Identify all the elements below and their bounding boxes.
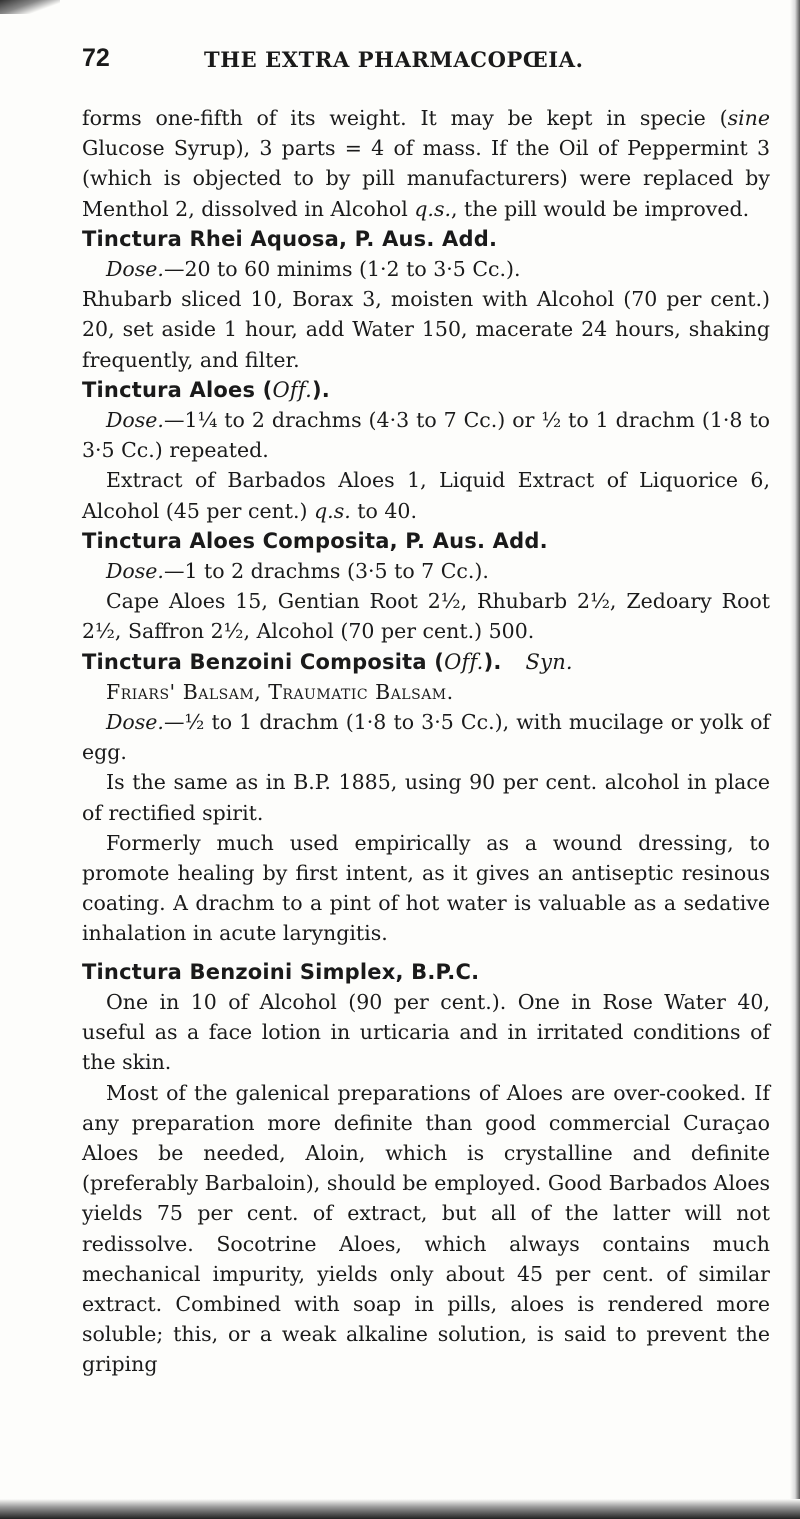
note-wound-dressing: Formerly much used empirically as a wound dressing, to promote healing by first intent, as it gives an antiseptic resinous coating. A drachm to a pint of hot water is valuable as a sedative inhalation in acute laryngitis. [82, 830, 770, 946]
running-head: THE EXTRA PHARMACOPŒIA. [204, 47, 584, 72]
page-header [82, 44, 762, 84]
dose-aloes: Dose.—1¼ to 2 drachms (4·3 to 7 Cc.) or ½ to 1 drachm (1·8 to 3·5 Cc.) repeated. [82, 408, 770, 463]
dose-aloes-composita: Dose.—1 to 2 drachms (3·5 to 7 Cc.). [106, 559, 489, 584]
synonyms-benzoini: Friars' Balsam, Traumatic Balsam. [106, 679, 454, 704]
recipe-rhei: Rhubarb sliced 10, Borax 3, moisten with Alcohol (70 per cent.) 20, set aside 1 hour, add Water 150, macerate 24 hours, shaking frequently, and filter. [82, 287, 770, 372]
recipe-aloes-composita: Cape Aloes 15, Gentian Root 2½, Rhubarb 2½, Zedoary Root 2½, Saffron 2½, Alcohol (70 per cent.) 500. [82, 589, 770, 644]
galenical-aloes-paragraph: Most of the galenical preparations of Aloes are over-cooked. If any preparation more definite than good commercial Curaçao Aloes be needed, Aloin, which is crystalline and definite (preferably Barbaloin), should be employed. Good Barbados Aloes yields 75 per cent. of extract, but all of the latter will not redissolve. Socotrine Aloes, which always contains much mechanical impurity, yields only about 45 per cent. of similar extract. Combined with soap in pills, aloes is rendered more soluble; this, or a weak alkaline solution, is said to prevent the griping [82, 1080, 770, 1377]
recipe-benzoini-simplex: One in 10 of Alcohol (90 per cent.). One in Rose Water 40, useful as a face lotion in urticaria and in irritated conditions of the skin. [82, 989, 770, 1075]
heading-tinctura-aloes: Tinctura Aloes (Off.). [82, 377, 330, 402]
scan-shadow-right-edge [790, 0, 800, 1519]
note-bp-1885: Is the same as in B.P. 1885, using 90 per cent. alcohol in place of rectified spirit. [82, 770, 770, 825]
page-number: 72 [82, 44, 110, 72]
synonym-label: Syn. [525, 649, 573, 674]
body-text [82, 103, 770, 1380]
heading-tinctura-benzoini-simplex: Tinctura Benzoini Simplex, B.P.C. [82, 959, 480, 984]
scan-shadow-bottom-edge [0, 1499, 800, 1519]
heading-tinctura-aloes-composita: Tinctura Aloes Composita, P. Aus. Add. [82, 528, 548, 553]
dose-benzoini-composita: Dose.—½ to 1 drachm (1·8 to 3·5 Cc.), with mucilage or yolk of egg. [82, 710, 770, 765]
heading-tinctura-rhei-aquosa: Tinctura Rhei Aquosa, P. Aus. Add. [82, 226, 498, 251]
heading-tinctura-benzoini-composita: Tinctura Benzoini Composita (Off.). Syn. [82, 649, 573, 674]
dose-rhei: Dose.—20 to 60 minims (1·2 to 3·5 Cc.). [106, 257, 521, 282]
continuation-paragraph: forms one-fifth of its weight. It may be kept in specie (sine Glucose Syrup), 3 parts = 4 of mass. If the Oil of Peppermint 3 (which is objected to by pill manufacturers) were replaced by Menthol 2, dissolved in Alcohol q.s., the pill would be improved. [82, 106, 770, 221]
scan-shadow-top-left [0, 0, 60, 14]
recipe-aloes: Extract of Barbados Aloes 1, Liquid Extract of Liquorice 6, Alcohol (45 per cent.) q.s. to 40. [82, 468, 770, 523]
